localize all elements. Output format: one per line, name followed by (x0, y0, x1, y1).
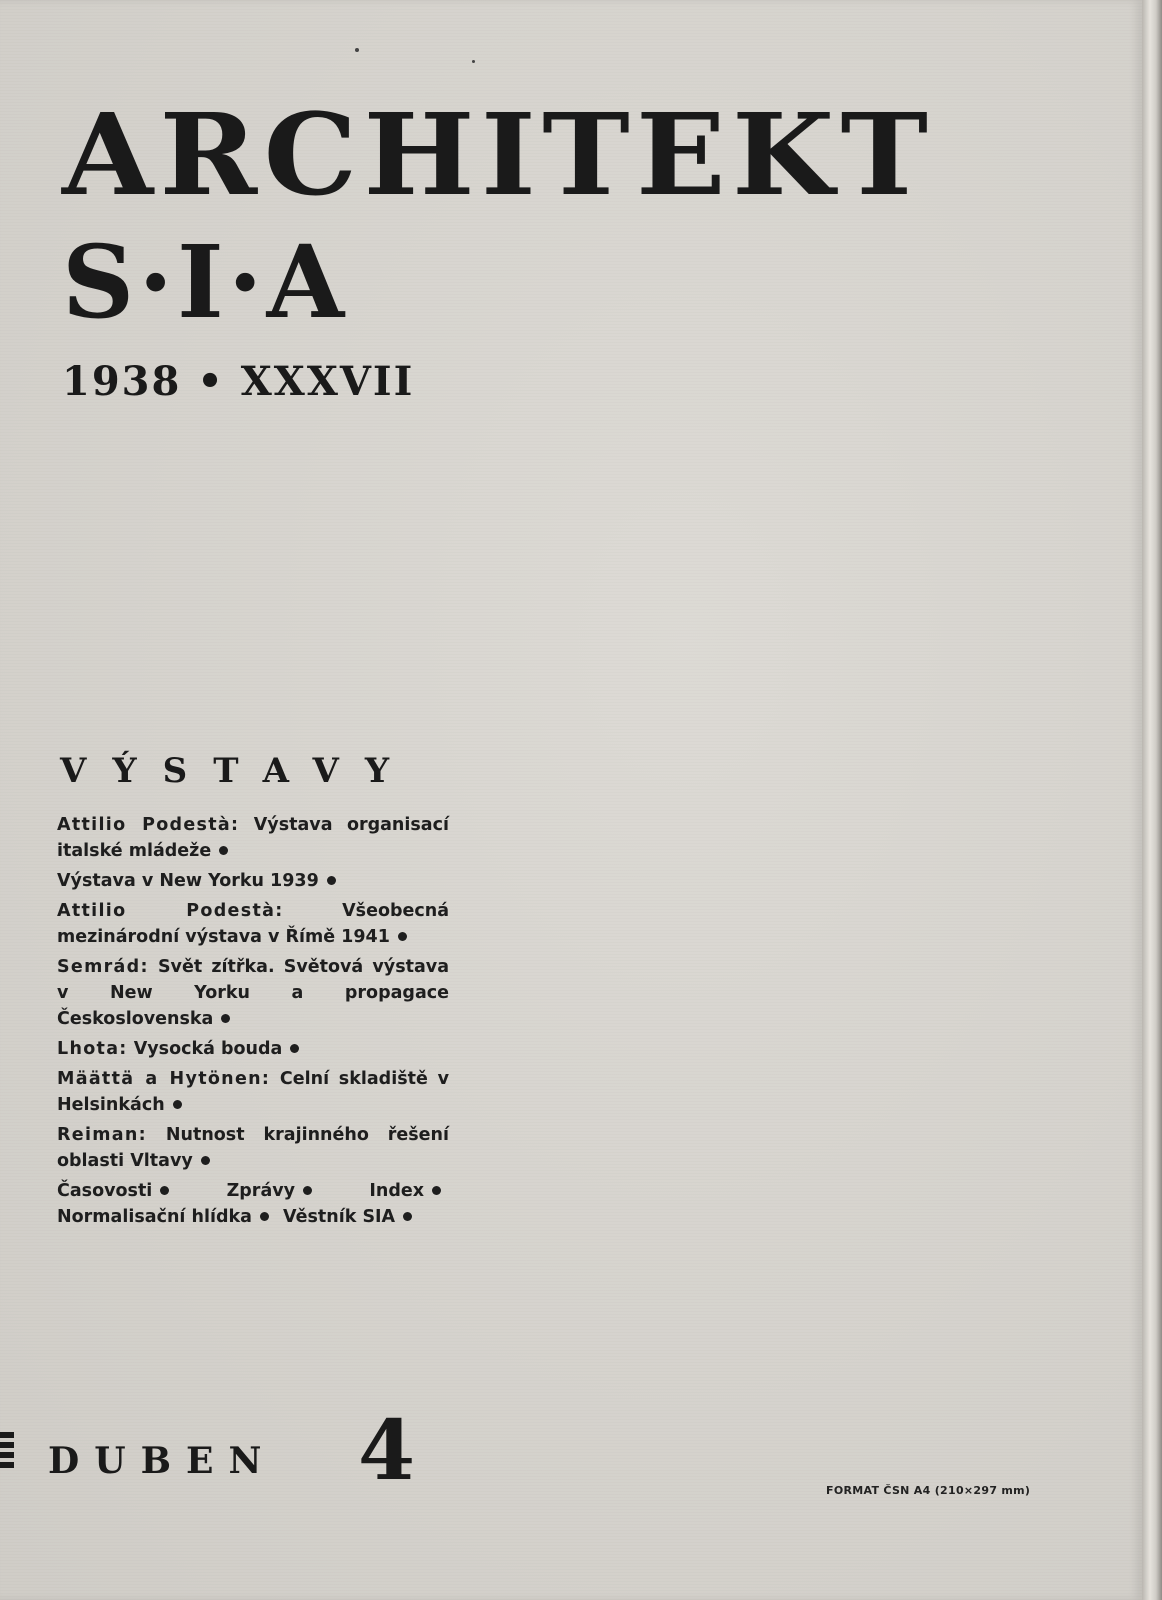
contents-entry (57, 812, 449, 864)
entry-author: Attilio Podestà: (57, 901, 284, 921)
misc-item: Zprávy (226, 1181, 296, 1201)
bar-line (0, 1462, 14, 1468)
misc-item: Časovosti (57, 1181, 153, 1201)
entry-title: Svět zítřka. Světová výstava v New Yorku a propagace Československa (57, 957, 450, 1029)
entry-author: Reiman: (57, 1125, 147, 1145)
contents-entry (57, 898, 449, 950)
bar-line (0, 1452, 14, 1458)
magazine-title: ARCHITEKT (62, 90, 935, 221)
section-heading: VÝSTAVY (60, 751, 416, 791)
bullet-icon (219, 846, 228, 855)
bullet-icon (201, 1156, 210, 1165)
issue-number: 4 (358, 1403, 416, 1499)
contents-entry (57, 1122, 449, 1174)
entry-author: Semrád: (57, 957, 149, 977)
misc-item: Index (369, 1181, 425, 1201)
year-volume: 1938 • XXXVII (62, 358, 415, 405)
contents-entry (57, 1066, 449, 1118)
entry-author: Määttä a Hytönen: (57, 1069, 271, 1089)
bullet-icon (432, 1186, 441, 1195)
misc-item: Věstník SIA (283, 1207, 396, 1227)
entry-title: Vysocká bouda (133, 1039, 283, 1059)
entry-title: Výstava organisací italské mládeže (57, 815, 449, 861)
issue-month: DUBEN (48, 1440, 277, 1482)
magazine-subtitle: S·I·A (62, 223, 349, 341)
misc-item: Normalisační hlídka (57, 1207, 252, 1227)
bullet-icon (160, 1186, 169, 1195)
contents-entry (57, 868, 449, 894)
bullet-icon (398, 932, 407, 941)
bar-line (0, 1432, 14, 1438)
paper-speck (472, 60, 475, 63)
table-of-contents (57, 812, 449, 1234)
entry-author: Attilio Podestà: (57, 815, 240, 835)
contents-misc (57, 1178, 449, 1230)
bullet-icon (260, 1212, 269, 1221)
bullet-icon (327, 876, 336, 885)
entry-title: Všeobecná mezinárodní výstava v Římě 1941 (57, 901, 449, 947)
bullet-icon (403, 1212, 412, 1221)
bar-line (0, 1442, 14, 1448)
decorative-bars (0, 1432, 14, 1472)
paper-speck (355, 48, 359, 52)
entry-title: Celní skladiště v Helsinkách (57, 1069, 449, 1115)
bullet-icon (221, 1014, 230, 1023)
entry-title: Nutnost krajinného řešení oblasti Vltavy (57, 1125, 449, 1171)
page-edge (1142, 0, 1162, 1600)
format-note: FORMAT ČSN A4 (210×297 mm) (826, 1484, 1031, 1497)
bullet-icon (303, 1186, 312, 1195)
contents-entry (57, 954, 449, 1032)
contents-entry (57, 1036, 449, 1062)
entry-title: Výstava v New Yorku 1939 (57, 871, 319, 891)
bullet-icon (173, 1100, 182, 1109)
entry-author: Lhota: (57, 1039, 128, 1059)
bullet-icon (290, 1044, 299, 1053)
